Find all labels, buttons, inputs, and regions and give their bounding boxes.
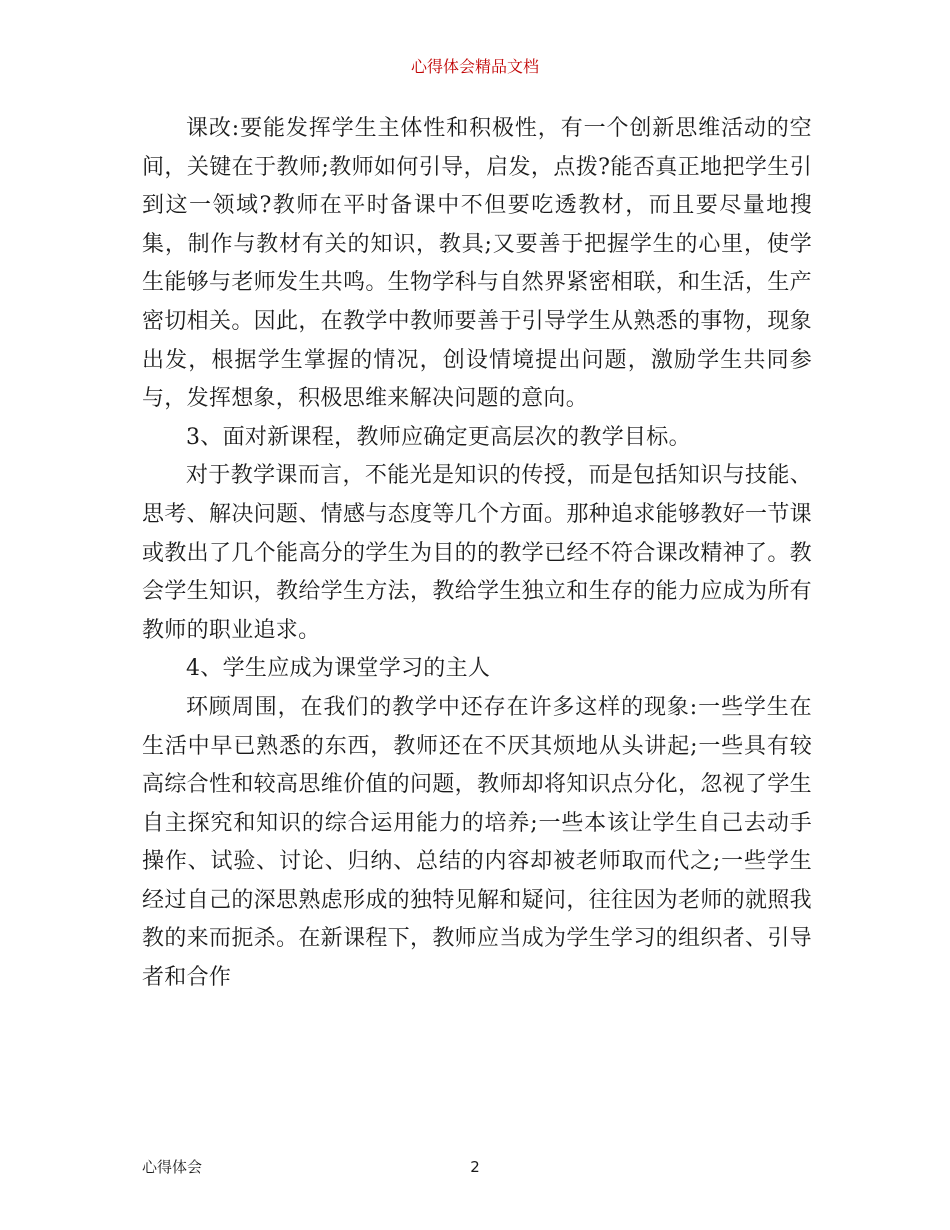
paragraph-curriculum-reform: 课改:要能发挥学生主体性和积极性，有一个创新思维活动的空间，关键在于教师;教师如何引导，启发，点拨?能否真正地把学生引到这一领域?教师在平时备课中不但要吃透教材，而且要尽量地搜集，制作与教材有关的知识，教具;又要善于把握学生的心里，使学生能够与老师发生共鸣。生物学科与自然界紧密相联，和生活，生产密切相关。因此，在教学中教师要善于引导学生从熟悉的事物，现象出发，根据学生掌握的情况，创设情境提出问题，激励学生共同参与，发挥想象，积极思维来解决问题的意向。 <box>142 116 812 412</box>
paragraph-heading-3: 3、面对新课程，教师应确定更高层次的教学目标。 <box>186 424 691 450</box>
page-number: 2 <box>470 1158 480 1176</box>
document-body <box>142 110 812 998</box>
footer-label: 心得体会 <box>142 1158 203 1176</box>
paragraph-teaching-goals: 对于教学课而言，不能光是知识的传授，而是包括知识与技能、思考、解决问题、情感与态度等几个方面。那种追求能够教好一节课或教出了几个能高分的学生为目的的教学已经不符合课改精神了。教会学生知识，教给学生方法，教给学生独立和生存的能力应成为所有教师的职业追求。 <box>142 463 812 643</box>
paragraph-heading-4: 4、学生应成为课堂学习的主人 <box>186 656 491 682</box>
paragraph-student-master: 环顾周围，在我们的教学中还存在许多这样的现象:一些学生在生活中早已熟悉的东西，教师还在不厌其烦地从头讲起;一些具有较高综合性和较高思维价值的问题，教师却将知识点分化，忽视了学生自主探究和知识的综合运用能力的培养;一些本该让学生自己去动手操作、试验、讨论、归纳、总结的内容却被老师取而代之;一些学生经过自己的深思熟虑形成的独特见解和疑问，往往因为老师的就照我教的来而扼杀。在新课程下，教师应当成为学生学习的组织者、引导者和合作 <box>142 694 812 991</box>
document-header-title: 心得体会精品文档 <box>410 57 539 76</box>
